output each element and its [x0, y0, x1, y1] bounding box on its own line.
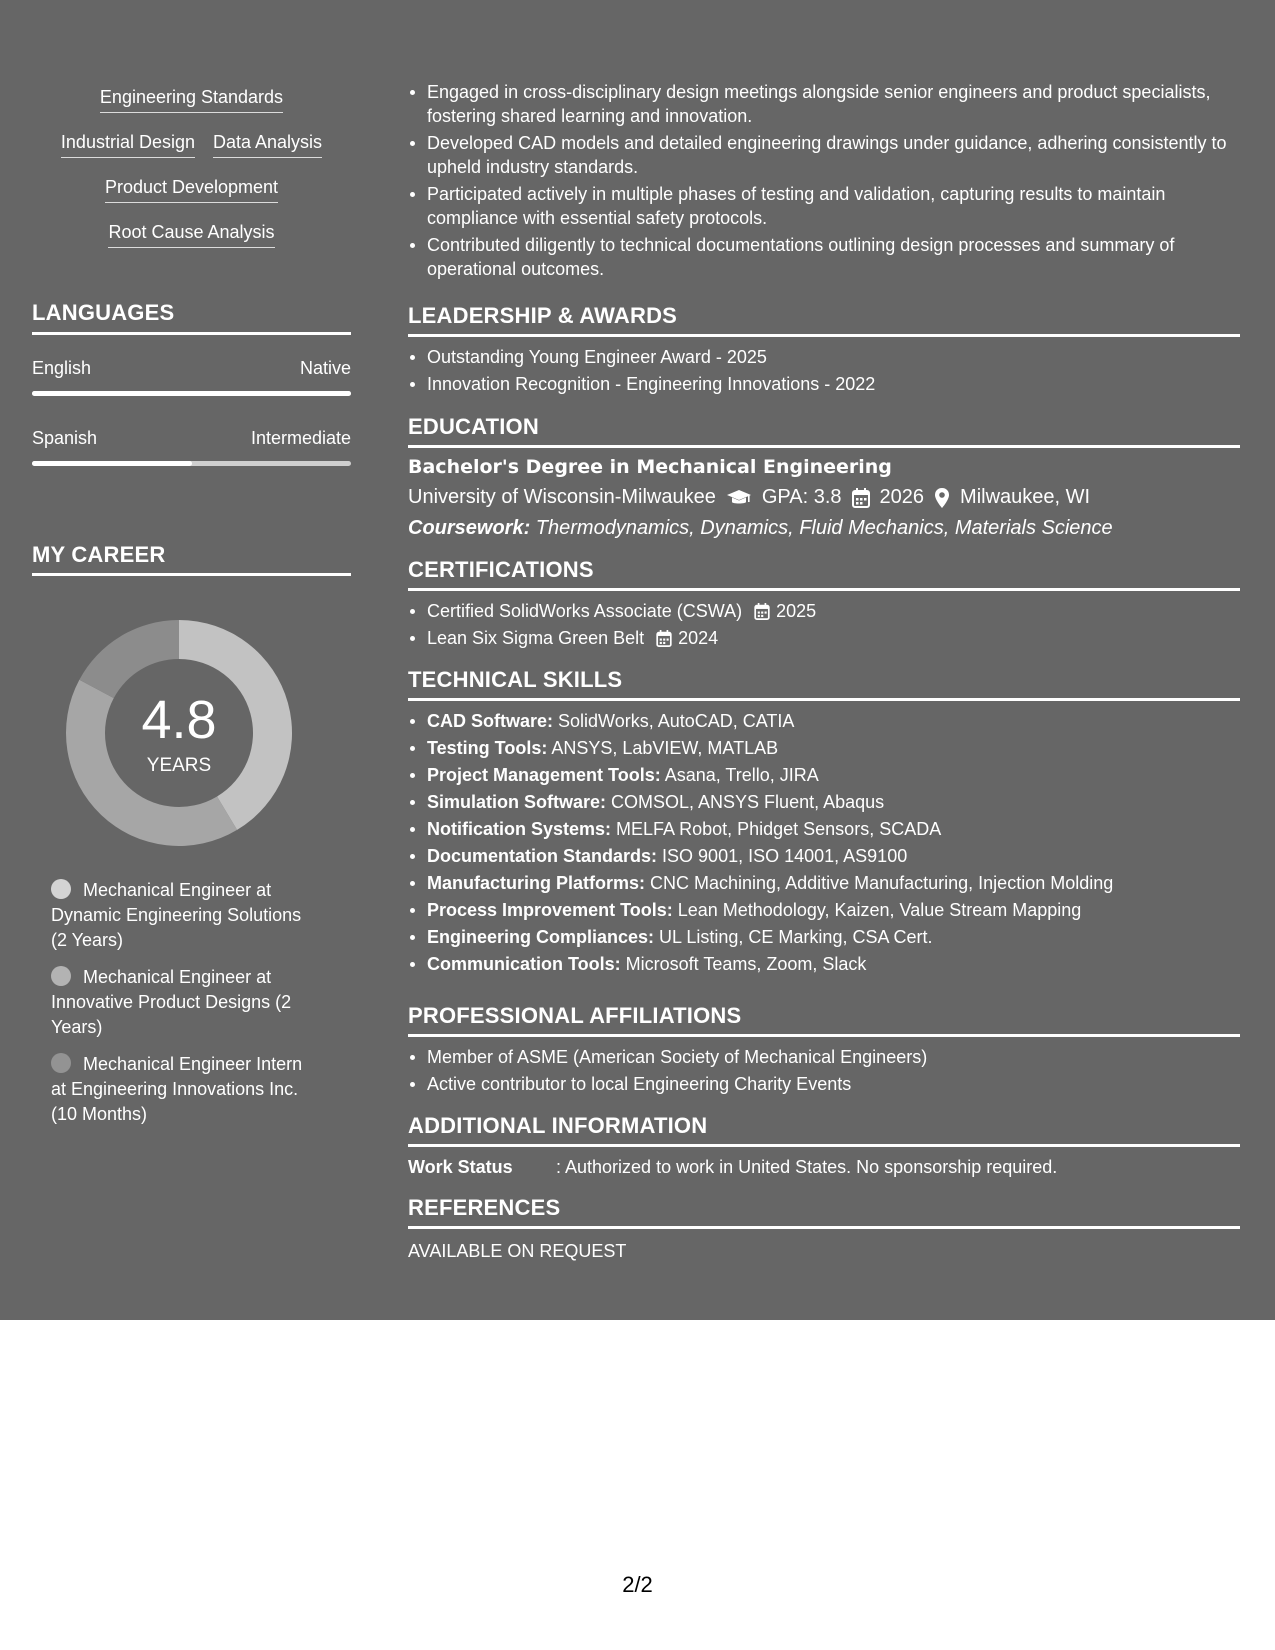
school: University of Wisconsin-Milwaukee — [408, 486, 716, 508]
career-item: Mechanical Engineer Intern at Engineering Innovations Inc. (10 Months) — [51, 1054, 303, 1124]
graduation-cap-icon — [726, 489, 752, 507]
career-heading: MY CAREER — [32, 542, 166, 567]
skill-tag: Product Development — [105, 176, 278, 203]
skill-tag: Industrial Design — [61, 131, 195, 158]
list-item: Communication Tools: Microsoft Teams, Zoom, Slack — [427, 952, 1240, 976]
list-item: Testing Tools: ANSYS, LabVIEW, MATLAB — [427, 736, 1240, 760]
languages-heading: LANGUAGES — [32, 300, 175, 325]
career-item: Mechanical Engineer at Innovative Product Designs (2 Years) — [51, 967, 292, 1037]
section-divider — [408, 588, 1240, 591]
section-divider — [408, 334, 1240, 337]
list-item: Project Management Tools: Asana, Trello, JIRA — [427, 763, 1240, 787]
section-divider — [408, 1034, 1240, 1037]
language-english — [32, 358, 351, 396]
list-item: Certified SolidWorks Associate (CSWA) 2025 — [427, 599, 1240, 623]
references-text: AVAILABLE ON REQUEST — [408, 1241, 627, 1261]
work-status-value: : Authorized to work in United States. No sponsorship required. — [556, 1157, 1058, 1177]
skill-tag: Data Analysis — [213, 131, 322, 158]
page-number: 2/2 — [622, 1572, 653, 1597]
language-spanish — [32, 428, 351, 466]
list-item: Documentation Standards: ISO 9001, ISO 14001, AS9100 — [427, 844, 1240, 868]
location-pin-icon — [934, 487, 950, 509]
section-title: PROFESSIONAL AFFILIATIONS — [408, 1003, 742, 1028]
section-divider — [408, 698, 1240, 701]
section-divider — [408, 1226, 1240, 1229]
graduation-year: 2026 — [879, 486, 925, 508]
skill-row — [32, 131, 351, 176]
section-divider — [32, 573, 351, 576]
language-name: English — [32, 358, 92, 378]
section-title: ADDITIONAL INFORMATION — [408, 1113, 708, 1138]
section-title: EDUCATION — [408, 414, 539, 439]
legend-dot — [51, 966, 71, 986]
cert-year: 2025 — [776, 601, 817, 621]
language-level: Intermediate — [250, 428, 351, 448]
list-item: Engaged in cross-disciplinary design meetings alongside senior engineers and product specialists, fostering shared learning and innovation. — [427, 80, 1240, 128]
section-title: CERTIFICATIONS — [408, 557, 594, 582]
list-item: Active contributor to local Engineering Charity Events — [427, 1072, 1240, 1096]
list-item: Participated actively in multiple phases of testing and validation, capturing results to maintain compliance with essential safety protocols. — [427, 182, 1240, 230]
skill-tag: Engineering Standards — [100, 86, 283, 113]
education-section — [408, 413, 1240, 540]
language-bar-fill — [32, 461, 192, 466]
list-item: Contributed diligently to technical documentations outlining design processes and summary of operational outcomes. — [427, 233, 1240, 281]
list-item: Outstanding Young Engineer Award - 2025 — [427, 345, 1240, 369]
language-bar — [32, 461, 351, 466]
section-title: REFERENCES — [408, 1195, 561, 1220]
experience-bullets — [408, 80, 1240, 284]
list-item: Innovation Recognition - Engineering Innovations - 2022 — [427, 372, 1240, 396]
skill-tags — [32, 86, 351, 266]
list-item: Notification Systems: MELFA Robot, Phidget Sensors, SCADA — [427, 817, 1240, 841]
education-meta — [408, 486, 1240, 509]
work-status-row — [408, 1157, 1240, 1178]
calendar-icon — [852, 488, 870, 508]
language-name: Spanish — [32, 428, 98, 448]
career-list — [51, 878, 321, 1139]
list-item: Simulation Software: COMSOL, ANSYS Fluent, Abaqus — [427, 790, 1240, 814]
gpa: GPA: 3.8 — [761, 486, 842, 508]
language-level: Native — [299, 358, 351, 378]
cert-year: 2024 — [678, 628, 719, 648]
certifications-section — [408, 556, 1240, 653]
career-total-years: 4.8 — [141, 690, 217, 750]
language-bar-fill — [32, 391, 351, 396]
degree: Bachelor's Degree in Mechanical Engineering — [408, 456, 892, 478]
leadership-section — [408, 302, 1240, 399]
skill-tag: Root Cause Analysis — [108, 221, 274, 248]
section-divider — [408, 445, 1240, 448]
section-divider — [32, 332, 351, 335]
section-title: TECHNICAL SKILLS — [408, 667, 623, 692]
location: Milwaukee, WI — [960, 486, 1091, 508]
coursework-label: Coursework: — [408, 517, 531, 539]
list-item: Manufacturing Platforms: CNC Machining, Additive Manufacturing, Injection Molding — [427, 871, 1240, 895]
technical-skills-section — [408, 666, 1240, 979]
language-bar — [32, 391, 351, 396]
legend-dot — [51, 1053, 71, 1073]
legend-dot — [51, 879, 71, 899]
donut-segment — [79, 620, 179, 698]
career-total-label: YEARS — [146, 755, 212, 776]
list-item: Lean Six Sigma Green Belt 2024 — [427, 626, 1240, 650]
additional-info-section — [408, 1112, 1240, 1178]
skill-row — [32, 86, 351, 131]
references-section — [408, 1194, 1240, 1262]
calendar-icon — [754, 603, 770, 620]
skill-row — [32, 176, 351, 221]
coursework: Coursework: Thermodynamics, Dynamics, Fluid Mechanics, Materials Science — [408, 517, 1113, 539]
work-status-label: Work Status — [408, 1157, 513, 1177]
list-item: Developed CAD models and detailed engineering drawings under guidance, adhering consistently to upheld industry standards. — [427, 131, 1240, 179]
career-item: Mechanical Engineer at Dynamic Engineering Solutions (2 Years) — [51, 880, 302, 950]
section-divider — [408, 1144, 1240, 1147]
list-item: Member of ASME (American Society of Mechanical Engineers) — [427, 1045, 1240, 1069]
calendar-icon — [656, 630, 672, 647]
list-item: Engineering Compliances: UL Listing, CE Marking, CSA Cert. — [427, 925, 1240, 949]
affiliations-section — [408, 1002, 1240, 1099]
list-item: CAD Software: SolidWorks, AutoCAD, CATIA — [427, 709, 1240, 733]
skill-row — [32, 221, 351, 266]
list-item: Process Improvement Tools: Lean Methodology, Kaizen, Value Stream Mapping — [427, 898, 1240, 922]
section-title: LEADERSHIP & AWARDS — [408, 303, 678, 328]
